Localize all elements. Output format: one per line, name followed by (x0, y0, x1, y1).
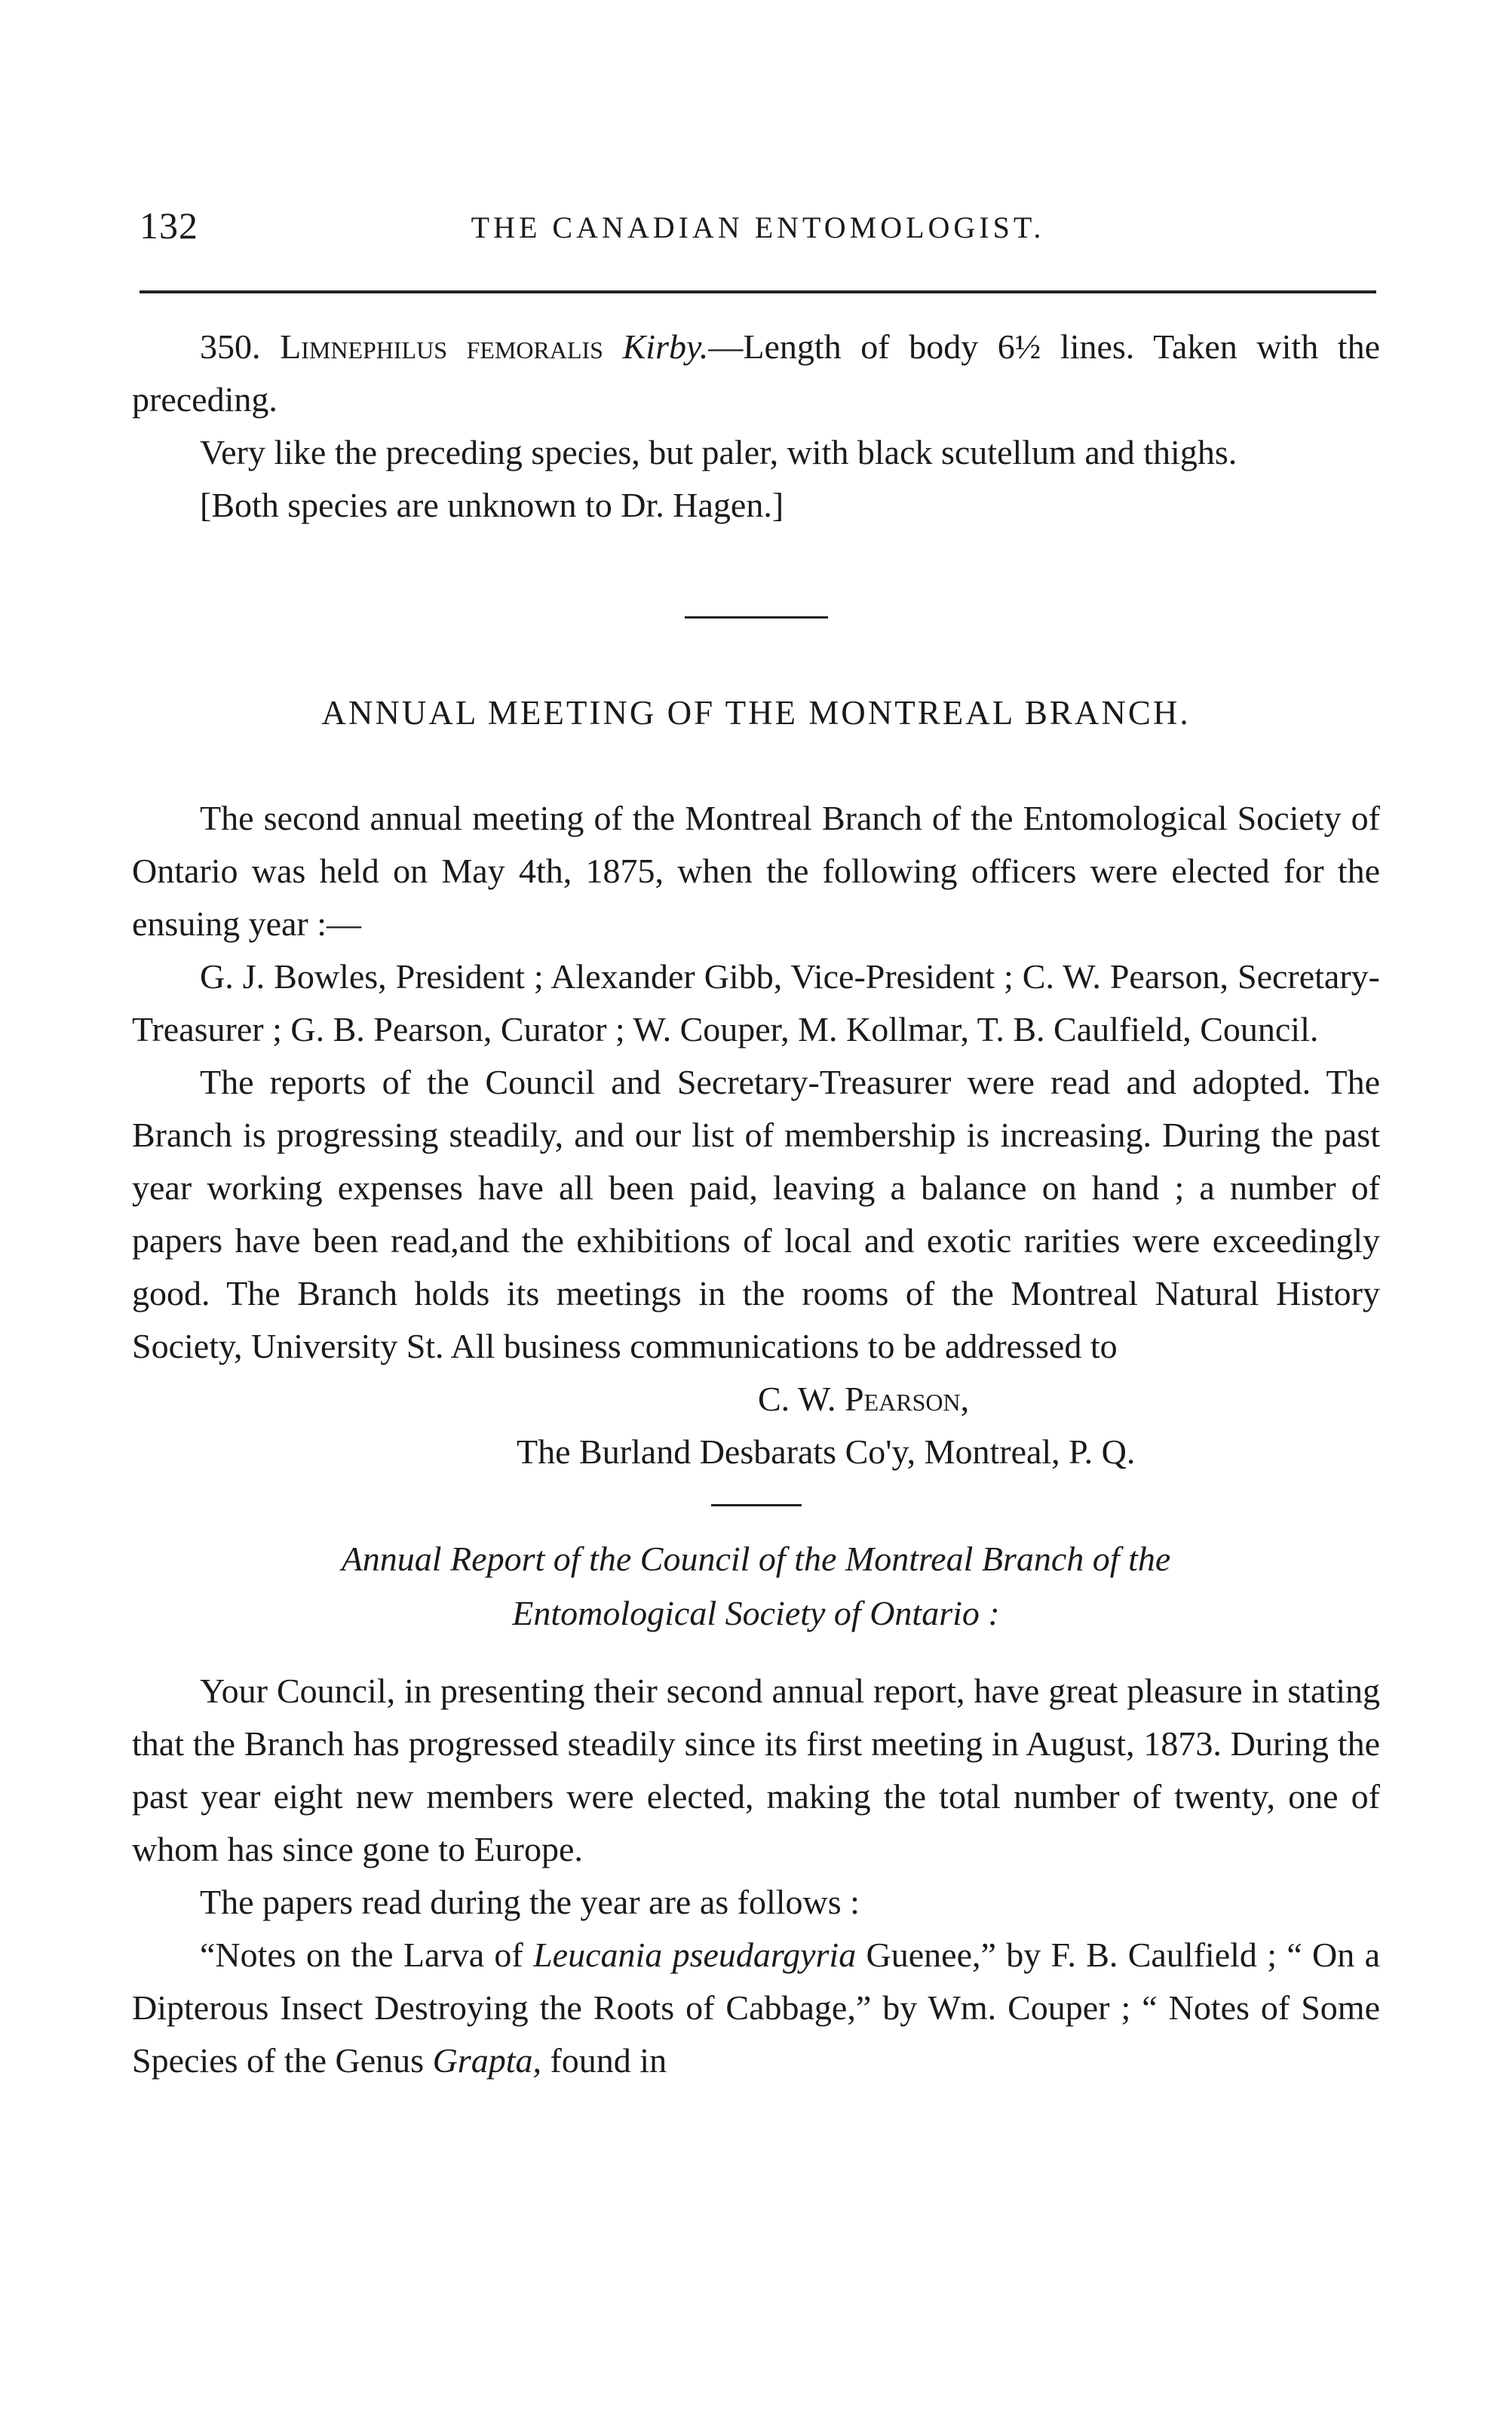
short-divider (711, 1504, 802, 1506)
signature-address: The Burland Desbarats Co'y, Montreal, P. Q. (517, 1432, 1136, 1471)
species-comparison: Very like the preceding species, but paler, with black scutellum and thighs. (200, 433, 1238, 471)
papers-text-a: “Notes on the Larva of (200, 1936, 534, 1974)
meeting-paragraph-1: The second annual meeting of the Montreal Branch of the Entomological Society of Ontario was held on May 4th, 1875, when the following officers were elected for the ensuing year :— (132, 799, 1380, 943)
papers-genus: Grapta, (432, 2041, 541, 2080)
meeting-paragraph-2: G. J. Bowles, President ; Alexander Gibb, Vice-President ; C. W. Pearson, Secretary-Treasurer ; G. B. Pearson, Curator ; W. Couper, M. Kollmar, T. B. Caulfield, Council. (132, 957, 1380, 1048)
meeting-paragraph-3: The reports of the Council and Secretary-Treasurer were read and adopted. The Branch is progressing steadily, and our list of membership is increasing. During the past year working expenses have all been paid, leaving a balance on hand ; a number of papers have been read,and the exhibitions of local and exotic rarities were exceedingly good. The Branch holds its meetings in the rooms of the Montreal Natural History Society, University St. All business communications to be addressed to (132, 1063, 1380, 1365)
report-title-line-2: Entomological Society of Ontario : (512, 1594, 1000, 1632)
report-title-line-1: Annual Report of the Council of the Montreal Branch of the (341, 1540, 1171, 1578)
papers-text-b: Guenee,” by F. B. Caulfield ; “ On a Dipterous Insect Destroying the Roots of Cabbage,” by Wm. Couper ; “ Notes of Some Species of the Genus (132, 1936, 1380, 2080)
header-rule (140, 290, 1376, 293)
signature-name: C. W. Pearson, (758, 1380, 970, 1418)
page-header (140, 204, 1376, 256)
species-description: —Length of body 6½ lines. Taken with the preceding. (132, 327, 1381, 419)
body-text (132, 321, 1380, 2087)
meeting-title: ANNUAL MEETING OF THE MONTREAL BRANCH. (321, 694, 1191, 732)
papers-list (132, 1929, 1380, 2087)
species-author: Kirby. (622, 327, 709, 366)
papers-species: Leucania pseudargyria (533, 1936, 857, 1974)
section-divider (685, 616, 828, 619)
species-entry (132, 321, 1380, 426)
report-title (132, 1532, 1380, 1641)
report-paragraph-2: The papers read during the year are as follows : (200, 1883, 860, 1921)
papers-text-c: found in (541, 2041, 667, 2080)
species-number: 350. (200, 327, 261, 366)
page-number: 132 (140, 204, 198, 247)
report-paragraph-1: Your Council, in presenting their second annual report, have great pleasure in stating that the Branch has progressed steadily since its first meeting in August, 1873. During the past year eight new members were elected, making the total number of twenty, one of whom has since gone to Europe. (132, 1672, 1380, 1868)
species-name: Limnephilus femoralis (280, 327, 603, 366)
species-note: [Both species are unknown to Dr. Hagen.] (200, 486, 784, 524)
running-head: THE CANADIAN ENTOMOLOGIST. (471, 210, 1045, 244)
